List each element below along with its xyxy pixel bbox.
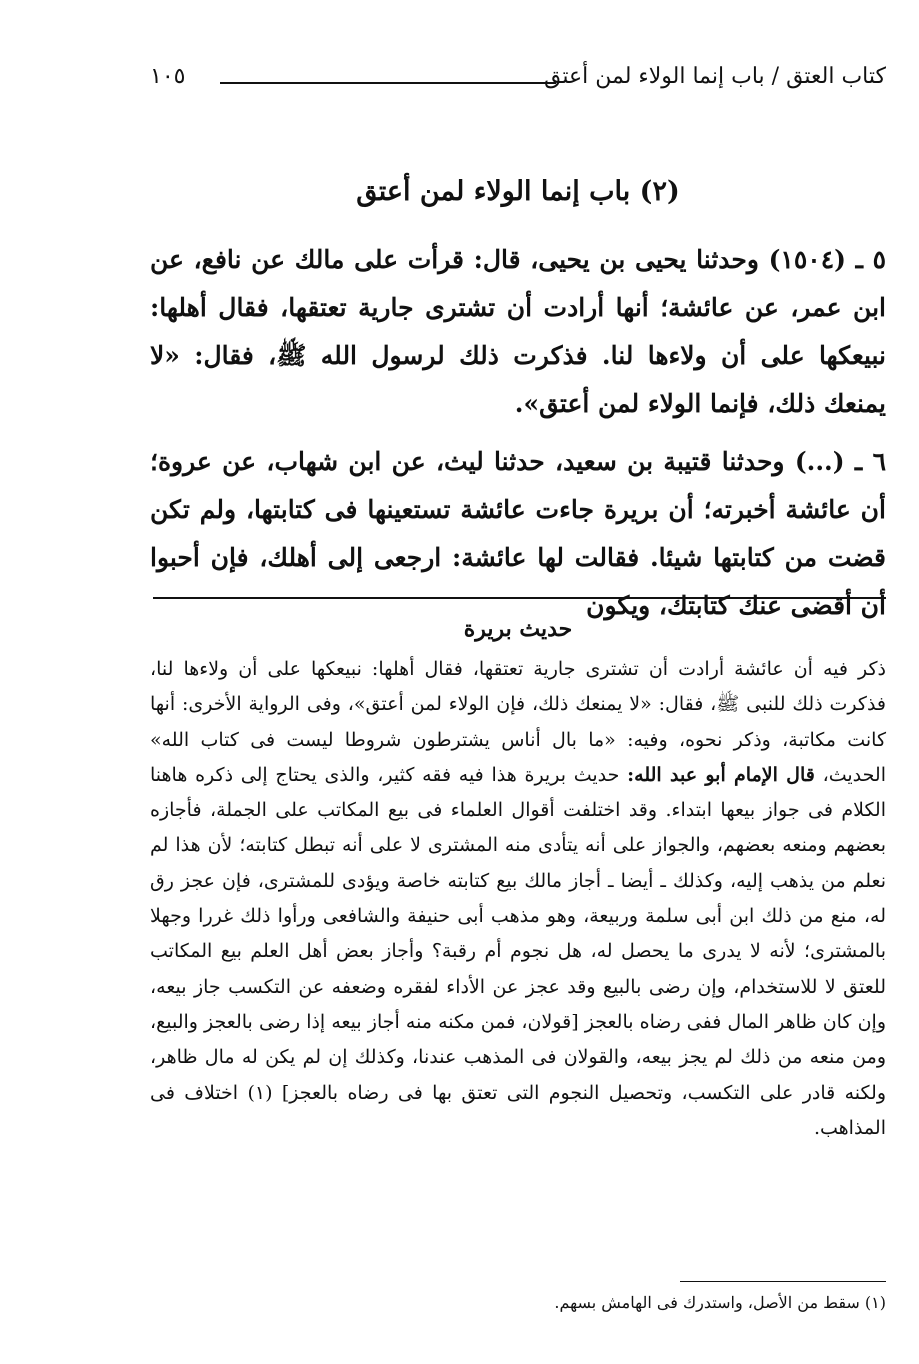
commentary-body: حديث بريرة هذا فيه فقه كثير، والذى يحتاج إلى ذكره هاهنا الكلام فى جواز بيعها ابتداء. وقد اختلفت أقوال العلماء فى بيع المكاتب على الجملة، فأجازه بعضهم ومنعه بعضهم، والجواز على أنه يتأدى منه المشترى لا على أنه تبطل كتابته؛ لأن هذا لم نعلم من يذهب إليه، وكذلك ـ أيضا ـ أجاز مالك بيع كتابته خاصة ويؤدى للمشترى، فإن عجز رق له، منع من ذلك ابن أبى سلمة وربيعة، وهو مذهب أبى حنيفة والشافعى ورأوا ذلك غررا وجهلا بالمشترى؛ لأنه لا يدرى ما يحصل له، هل نجوم أم رقبة؟ وأجاز بعض أهل العلم بيع المكاتب للعتق لا للاستخدام، وإن رضى بالبيع وقد عجز عن الأداء لفقره وضعفه عن التكسب جاز بيعه، وإن كان ظاهر المال ففى رضاه بالعجز [قولان، فمن مكنه منه أجاز بيعه إذا رضى بالعجز والبيع، ومن منعه من ذلك لم يجز بيعه، والقولان فى المذهب عندنا، وكذلك إن لم يكن له مال ظاهر، ولكنه قادر على التكسب، وتحصيل النجوم التى تعتق بها فى رضاه بالعجز] (١) اختلاف فى المذاهب. [150,763,887,1139]
commentator-label: قال الإمام أبو عبد الله: [627,763,815,786]
footnote-rule [680,1281,886,1282]
hadith-text: ٦ ـ (...) وحدثنا قتيبة بن سعيد، حدثنا ليث، عن ابن شهاب، عن عروة؛ أن عائشة أخبرته؛ أن بريرة جاءت عائشة تستعينها فى كتابتها، ولم تكن قضت من كتابتها شيئا. فقالت لها عائشة: ارجعى إلى أهلك، فإن أحبوا أن أقضى عنك كتابتك، ويكون [150,447,886,620]
footnote: (١) سقط من الأصل، واستدرك فى الهامش بسهم. [554,1293,886,1312]
section-divider [153,597,886,599]
chapter-title: (٢) باب إنما الولاء لمن أعتق [356,176,680,207]
running-title: كتاب العتق / باب إنما الولاء لمن أعتق [544,64,886,89]
commentary-title: حديث بريرة [463,616,573,642]
page-number: ١٠٥ [150,64,186,89]
running-header [150,62,886,96]
header-rule [220,82,556,84]
commentary-text [150,652,886,1146]
hadith-text: ٥ ـ (١٥٠٤) وحدثنا يحيى بن يحيى، قال: قرأت على مالك عن نافع، عن ابن عمر، عن عائشة؛ أنها أرادت أن تشترى جارية تعتقها، فقال أهلها: نبيعكها على أن ولاءها لنا. فذكرت ذلك لرسول الله ﷺ، فقال: «لا يمنعك ذلك، فإنما الولاء لمن أعتق». [150,245,887,418]
commentary-intro: ذكر فيه أن عائشة أرادت أن تشترى جارية تعتقها، فقال أهلها: نبيعكها على أن ولاءها لنا، فذكرت ذلك للنبى ﷺ، فقال: «لا يمنعك ذلك، فإن الولاء لمن أعتق»، وفى الرواية الأخرى: أنها كانت مكاتبة، وذكر نحوه، وفيه: «ما بال أناس يشترطون شروطا ليست فى كتاب الله» الحديث، [150,658,886,786]
